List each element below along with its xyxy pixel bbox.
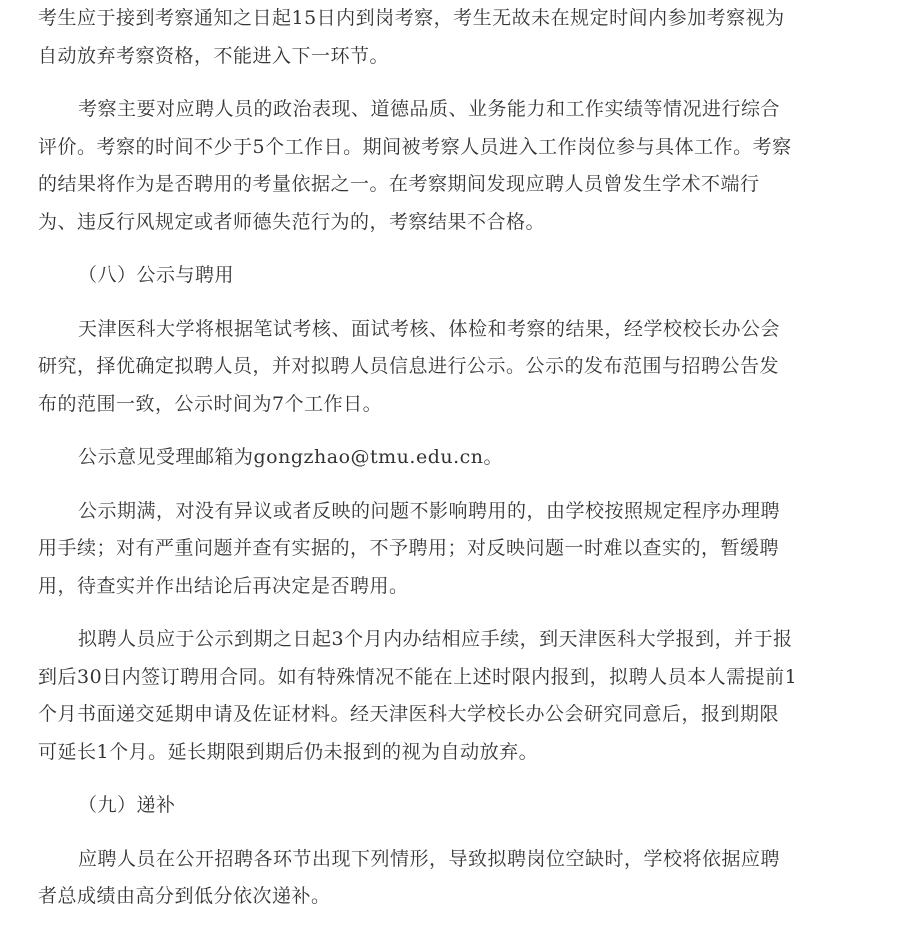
heading-line: （八）公示与聘用 <box>78 264 235 286</box>
text-line: 应聘人员在公开招聘各环节出现下列情形，导致拟聘岗位空缺时，学校将依据应聘 <box>78 847 781 870</box>
paragraph-substitution-rule <box>38 841 858 916</box>
text-line: 公示期满，对没有异议或者反映的问题不影响聘用的，由学校按照规定程序办理聘 <box>78 499 781 522</box>
paragraph-publicity-decision <box>38 311 858 424</box>
text-line: 的结果将作为是否聘用的考量依据之一。在考察期间发现应聘人员曾发生学术不端行 <box>38 173 760 195</box>
text-line: 公示意见受理邮箱为gongzhao@tmu.edu.cn。 <box>78 446 504 468</box>
text-line: 用手续；对有严重问题并查有实据的，不予聘用；对反映问题一时难以查实的，暂缓聘 <box>38 537 780 559</box>
text-line: 自动放弃考察资格，不能进入下一环节。 <box>38 44 390 67</box>
text-line: 可延长1个月。延长期限到期后仍未报到的视为自动放弃。 <box>38 740 539 763</box>
paragraph-exam-notice <box>38 0 858 75</box>
text-line: 为、违反行风规定或者师德失范行为的，考察结果不合格。 <box>38 210 546 233</box>
paragraph-exam-content <box>38 91 858 241</box>
text-line: 个月书面递交延期申请及佐证材料。经天津医科大学校长办公会研究同意后，报到期限 <box>38 703 780 725</box>
text-line: 到后30日内签订聘用合同。如有特殊情况不能在上述时限内报到，拟聘人员本人需提前1 <box>38 665 798 688</box>
text-line: 研究，择优确定拟聘人员，并对拟聘人员信息进行公示。公示的发布范围与招聘公告发 <box>38 355 780 377</box>
text-line: 评价。考察的时间不少于5个工作日。期间被考察人员进入工作岗位参与具体工作。考察 <box>38 135 792 158</box>
text-line: 拟聘人员应于公示到期之日起3个月内办结相应手续，到天津医科大学报到，并于报 <box>78 628 793 650</box>
text-line: 者总成绩由高分到低分依次递补。 <box>38 885 331 907</box>
document-page <box>38 0 858 916</box>
heading-line: （九）递补 <box>78 794 176 816</box>
section-heading-publicity <box>38 257 858 295</box>
section-heading-substitution <box>38 787 858 825</box>
paragraph-publicity-expiry <box>38 493 858 606</box>
text-line: 考察主要对应聘人员的政治表现、道德品质、业务能力和工作实绩等情况进行综合 <box>78 98 781 120</box>
text-line: 用，待查实并作出结论后再决定是否聘用。 <box>38 574 409 597</box>
paragraph-feedback-email <box>38 439 858 477</box>
text-line: 考生应于接到考察通知之日起15日内到岗考察，考生无故未在规定时间内参加考察视为 <box>38 7 785 29</box>
paragraph-report-deadline <box>38 621 858 771</box>
text-line: 天津医科大学将根据笔试考核、面试考核、体检和考察的结果，经学校校长办公会 <box>78 317 781 340</box>
text-line: 布的范围一致，公示时间为7个工作日。 <box>38 392 383 415</box>
